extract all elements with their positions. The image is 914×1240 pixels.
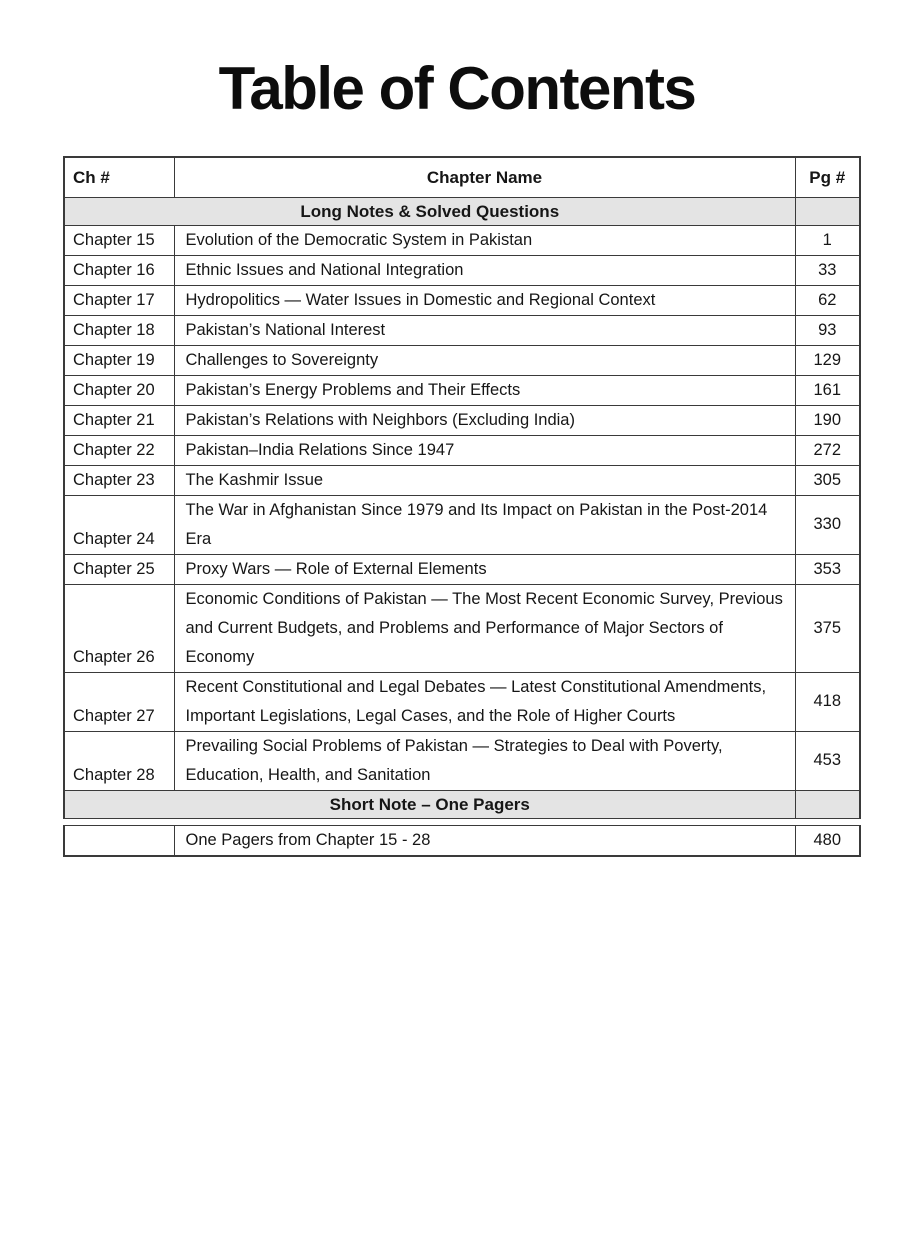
table-row	[64, 732, 860, 791]
chapter-name-cell: Pakistan–India Relations Since 1947	[174, 436, 795, 466]
chapter-name-cell: The War in Afghanistan Since 1979 and Its Impact on Pakistan in the Post-2014 Era	[174, 496, 795, 555]
chapter-number-cell: Chapter 19	[64, 346, 174, 376]
chapter-number-cell: Chapter 26	[64, 585, 174, 673]
page-number-cell: 330	[795, 496, 860, 555]
page-number-cell: 190	[795, 406, 860, 436]
page-number-cell: 1	[795, 226, 860, 256]
chapter-name-cell: Recent Constitutional and Legal Debates — Latest Constitutional Amendments, Important Legislations, Legal Cases, and the Role of Higher Courts	[174, 673, 795, 732]
table-row	[64, 316, 860, 346]
table-row	[64, 585, 860, 673]
page-number-cell: 305	[795, 466, 860, 496]
chapter-name-cell: The Kashmir Issue	[174, 466, 795, 496]
chapter-name-cell: Economic Conditions of Pakistan — The Most Recent Economic Survey, Previous and Current Budgets, and Problems and Performance of Major Sectors of Economy	[174, 585, 795, 673]
page-number-cell: 453	[795, 732, 860, 791]
table-row	[64, 256, 860, 286]
table-row	[64, 673, 860, 732]
chapter-number-cell: Chapter 22	[64, 436, 174, 466]
table-row	[64, 226, 860, 256]
chapter-name-cell: One Pagers from Chapter 15 - 28	[174, 826, 795, 857]
chapter-number-cell: Chapter 18	[64, 316, 174, 346]
chapter-number-cell: Chapter 21	[64, 406, 174, 436]
chapter-number-cell: Chapter 20	[64, 376, 174, 406]
table-row	[64, 555, 860, 585]
table-row	[64, 826, 860, 857]
chapter-number-cell	[64, 826, 174, 857]
table-row	[64, 496, 860, 555]
page-number-cell: 129	[795, 346, 860, 376]
chapter-number-cell: Chapter 24	[64, 496, 174, 555]
chapter-number-cell: Chapter 27	[64, 673, 174, 732]
chapter-name-cell: Hydropolitics — Water Issues in Domestic and Regional Context	[174, 286, 795, 316]
page-number-cell: 480	[795, 826, 860, 857]
header-chapter-name: Chapter Name	[174, 157, 795, 198]
chapter-name-cell: Ethnic Issues and National Integration	[174, 256, 795, 286]
chapter-number-cell: Chapter 23	[64, 466, 174, 496]
chapter-name-cell: Challenges to Sovereignty	[174, 346, 795, 376]
table-row	[64, 376, 860, 406]
chapter-number-cell: Chapter 28	[64, 732, 174, 791]
table-header-row	[64, 157, 860, 198]
chapter-name-cell: Proxy Wars — Role of External Elements	[174, 555, 795, 585]
page-number-cell: 161	[795, 376, 860, 406]
header-page-number: Pg #	[795, 157, 860, 198]
page-number-cell: 418	[795, 673, 860, 732]
chapter-name-cell: Prevailing Social Problems of Pakistan — Strategies to Deal with Poverty, Education, Health, and Sanitation	[174, 732, 795, 791]
page-number-cell: 33	[795, 256, 860, 286]
table-row	[64, 436, 860, 466]
page-number-cell: 353	[795, 555, 860, 585]
table-gap-spacer	[64, 819, 860, 826]
chapter-number-cell: Chapter 25	[64, 555, 174, 585]
chapter-name-cell: Pakistan’s Energy Problems and Their Effects	[174, 376, 795, 406]
page-number-cell: 375	[795, 585, 860, 673]
table-row	[64, 286, 860, 316]
chapter-number-cell: Chapter 17	[64, 286, 174, 316]
toc-page	[0, 56, 914, 857]
page-title: Table of Contents	[218, 55, 696, 122]
table-row	[64, 406, 860, 436]
section-page-blank-cell	[795, 198, 860, 226]
header-chapter-number: Ch #	[64, 157, 174, 198]
table-row	[64, 346, 860, 376]
table-row	[64, 466, 860, 496]
section-header-row	[64, 198, 860, 226]
chapter-number-cell: Chapter 15	[64, 226, 174, 256]
page-number-cell: 272	[795, 436, 860, 466]
chapter-name-cell: Pakistan’s Relations with Neighbors (Excluding India)	[174, 406, 795, 436]
section-title: Long Notes & Solved Questions	[64, 198, 795, 226]
page-number-cell: 62	[795, 286, 860, 316]
section-title: Short Note – One Pagers	[64, 791, 795, 819]
toc-table	[63, 156, 861, 857]
page-number-cell: 93	[795, 316, 860, 346]
section-page-blank-cell	[795, 791, 860, 819]
chapter-number-cell: Chapter 16	[64, 256, 174, 286]
section-header-row	[64, 791, 860, 819]
chapter-name-cell: Evolution of the Democratic System in Pakistan	[174, 226, 795, 256]
chapter-name-cell: Pakistan’s National Interest	[174, 316, 795, 346]
